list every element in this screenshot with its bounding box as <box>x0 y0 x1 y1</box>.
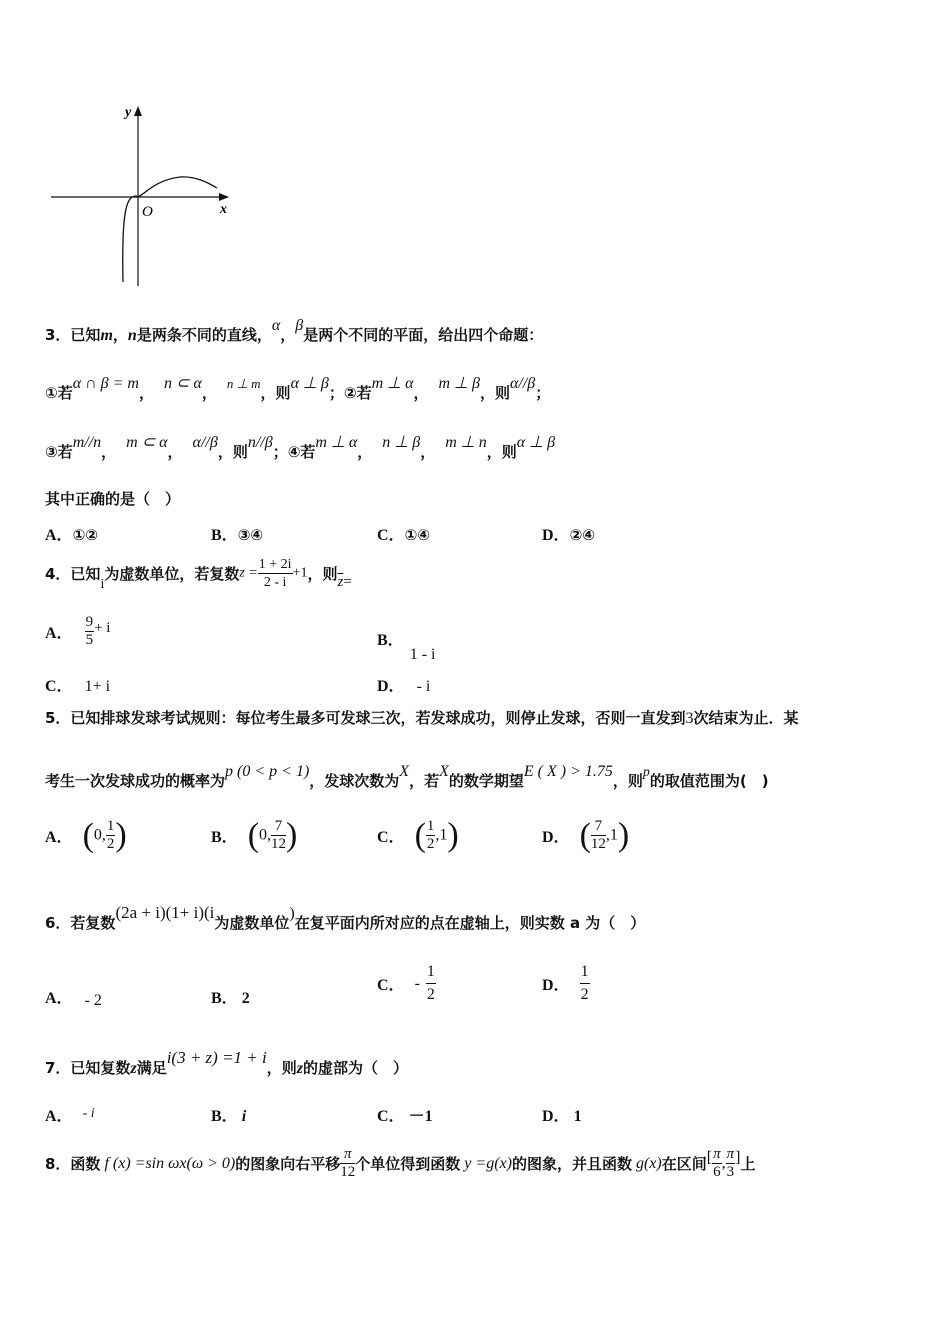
q7-option-c[interactable] <box>377 1103 433 1126</box>
denominator: 12 <box>590 836 606 852</box>
comma: ， <box>201 384 217 402</box>
prop2-prefix: ；②若 <box>328 384 372 402</box>
q6-expression: (2a + i)(1+ i)(i <box>115 903 215 922</box>
option-label: A． <box>45 527 73 544</box>
option-text: - 2 <box>84 992 102 1009</box>
q4-text: 为虚数单位，若复数 <box>104 565 240 583</box>
option-fraction <box>85 614 95 649</box>
var-alpha: α <box>271 317 281 334</box>
numerator: 1 <box>580 961 590 984</box>
var-p: p <box>642 765 650 780</box>
prop3-then: ，则 <box>217 443 248 461</box>
option-label: D． <box>542 977 570 994</box>
comma: ， <box>138 384 154 402</box>
option-text: ②④ <box>569 526 595 544</box>
q3-text-1: 是两条不同的直线， <box>136 326 272 344</box>
prop2-cond2: m ⊥ β <box>438 375 480 392</box>
option-label: A． <box>45 990 73 1007</box>
q5-text-1-end: 次结束为止．某 <box>693 709 799 727</box>
interval-right: ,1 <box>605 826 618 844</box>
q4-option-d[interactable] <box>377 673 430 696</box>
y-axis-arrow <box>134 106 142 116</box>
prop1-result: α ⊥ β <box>290 375 329 392</box>
q7-equation: i(3 + z) =1 + i <box>166 1048 267 1067</box>
option-text: －1 <box>408 1108 433 1125</box>
q6-option-c[interactable] <box>377 961 436 1006</box>
prop4-then: ，则 <box>486 443 517 461</box>
var-x: X <box>399 763 410 780</box>
q3-option-b[interactable] <box>211 522 263 545</box>
interval-left: 0, <box>259 826 272 844</box>
q7-text-mid: 满足 <box>136 1059 167 1077</box>
var-i: i <box>100 577 105 592</box>
q7-prefix: 7．已知复数 <box>45 1059 131 1077</box>
q8-prefix: 8．函数 <box>45 1155 101 1173</box>
option-text: ①④ <box>404 526 430 544</box>
right-paren: ) <box>115 816 127 854</box>
prop1-prefix: ①若 <box>45 384 73 402</box>
option-fraction <box>426 961 436 1006</box>
denominator: 2 <box>580 986 589 1003</box>
left-paren: ( <box>414 816 426 854</box>
var-n: n <box>127 327 137 344</box>
numerator: 7 <box>271 818 286 836</box>
option-label: B． <box>211 829 238 846</box>
comma: ， <box>413 384 429 402</box>
q5-text-2d: 的数学期望 <box>448 772 524 790</box>
q5-line-2 <box>45 763 769 791</box>
q8-text-end: 上 <box>740 1155 756 1173</box>
right-paren: ) <box>617 816 630 854</box>
q3-number: 3．已知 <box>45 326 101 344</box>
denominator: 12 <box>340 1164 356 1180</box>
prop2-cond1: m ⊥ α <box>371 375 414 392</box>
plus-one: +1 <box>292 565 308 581</box>
denominator: 3 <box>726 1164 735 1180</box>
q6-stem <box>45 903 646 933</box>
q6-option-a[interactable] <box>45 985 102 1010</box>
q4-option-a[interactable] <box>45 614 110 649</box>
prop1-cond3: n ⊥ m <box>226 376 261 391</box>
prop2-then: ，则 <box>479 384 510 402</box>
var-z: z <box>296 1060 304 1077</box>
q4-option-c[interactable] <box>45 673 110 696</box>
x-axis-label: x <box>220 202 227 217</box>
q8-function-g: y =g(x) <box>464 1154 512 1172</box>
q6-close-paren: ) <box>289 905 295 922</box>
prop4-result: α ⊥ β <box>516 434 556 451</box>
option-label: C． <box>377 527 405 544</box>
numerator: 1 <box>426 818 435 834</box>
equals-sign: = <box>343 574 352 590</box>
option-text: - i <box>416 678 431 695</box>
option-label: B． <box>211 1108 238 1125</box>
option-label: A． <box>45 625 73 642</box>
option-tail: + i <box>94 620 111 636</box>
option-fraction <box>591 818 606 853</box>
y-axis-label: y <box>125 105 132 120</box>
var-beta: β <box>295 317 304 334</box>
option-text: 2 <box>241 990 250 1007</box>
comma: ， <box>167 443 183 461</box>
q4-stem <box>45 556 352 593</box>
option-text: - i <box>82 1106 95 1121</box>
denominator: 12 <box>271 836 287 852</box>
prop4-cond2: n ⊥ β <box>382 434 421 451</box>
var-z: z <box>130 1060 137 1077</box>
prop1-cond1: α ∩ β = m <box>72 375 139 392</box>
right-bracket: ] <box>735 1149 741 1166</box>
q5-text-2c: ，若 <box>409 772 440 790</box>
option-label: B． <box>211 990 238 1007</box>
q4-then: ，则 <box>307 565 338 583</box>
option-text: i <box>241 1108 247 1125</box>
option-label: C． <box>45 678 73 695</box>
q3-propositions-1-2 <box>45 375 551 403</box>
option-label: C． <box>377 829 405 846</box>
q5-text-2b: ，发球次数为 <box>309 772 400 790</box>
numerator: 1 <box>426 961 436 984</box>
option-text: ③④ <box>237 526 264 544</box>
q4-prefix: 4．已知 <box>45 565 101 583</box>
origin-label: O <box>142 204 153 220</box>
q5-text-2e: ，则 <box>612 772 643 790</box>
numerator: 7 <box>591 818 606 836</box>
numerator: 9 <box>85 614 94 630</box>
option-label: C． <box>377 977 405 994</box>
semicolon: ； <box>535 384 551 402</box>
prop3-prefix: ③若 <box>45 443 73 461</box>
q6-text-mid: 为虚数单位 <box>214 914 290 932</box>
denominator: 2 <box>426 986 435 1003</box>
comma: ， <box>357 443 373 461</box>
left-bracket: [ <box>706 1149 713 1166</box>
prop4-prefix: ；④若 <box>272 443 316 461</box>
prop3-cond2: m ⊂ α <box>126 434 168 451</box>
denominator: 5 <box>85 632 94 648</box>
option-fraction <box>106 818 116 853</box>
x-axis-arrow <box>219 193 229 201</box>
q4-option-b[interactable] <box>377 627 435 664</box>
option-label: A． <box>45 829 73 846</box>
prop3-cond3: α//β <box>192 434 218 451</box>
q6-prefix: 6．若复数 <box>45 914 116 932</box>
interval-left: 0, <box>93 826 106 844</box>
prop2-result: α//β <box>509 375 536 392</box>
q6-option-d[interactable] <box>542 961 590 1006</box>
option-label: D． <box>377 678 405 695</box>
prop3-cond1: m//n <box>72 434 102 451</box>
q5-text-2a: 考生一次发球成功的概率为 <box>45 772 226 790</box>
var-m: m <box>100 327 113 344</box>
option-text: 1 - i <box>409 646 436 663</box>
z-conjugate: $\overline{z}$ <box>337 574 344 590</box>
q8-stem <box>45 1146 755 1181</box>
q4-fraction <box>258 556 293 591</box>
q5-line-1 <box>45 707 798 728</box>
q7-then: ，则 <box>266 1059 297 1077</box>
option-text: ①② <box>72 526 98 544</box>
q7-option-d[interactable] <box>542 1103 582 1126</box>
q3-text-2: 是两个不同的平面，给出四个命题： <box>303 326 544 344</box>
z-equals: z = <box>239 565 258 581</box>
prop1-cond2: n ⊂ α <box>164 375 202 392</box>
option-label: B． <box>377 632 404 649</box>
q5-option-c[interactable] <box>377 818 459 853</box>
option-label: D． <box>542 527 570 544</box>
interval-right: ,1 <box>435 826 448 844</box>
numerator: π <box>340 1146 355 1164</box>
comma: ， <box>101 443 117 461</box>
numerator: 1 + 2i <box>258 557 292 572</box>
q8-shift-fraction <box>340 1146 355 1181</box>
comma: ， <box>420 443 436 461</box>
interval-start-fraction <box>712 1146 722 1181</box>
option-label: D． <box>542 829 570 846</box>
q3-stem <box>45 317 544 345</box>
q8-function-g-ref: g(x) <box>635 1154 662 1172</box>
q7-text-post: 的虚部为（ ） <box>303 1059 409 1077</box>
minus-sign: - <box>414 974 420 992</box>
q3-propositions-3-4 <box>45 434 556 462</box>
p-range: p (0 < p < 1) <box>225 763 310 780</box>
denominator: 2 - i <box>263 575 287 590</box>
left-paren: ( <box>247 816 260 854</box>
q3-option-d[interactable] <box>542 522 595 545</box>
denominator: 2 <box>426 836 435 852</box>
q8-text-2: 个单位得到函数 <box>355 1155 461 1173</box>
interval-end-fraction <box>726 1146 736 1181</box>
q7-stem <box>45 1048 409 1078</box>
left-paren: ( <box>579 816 591 854</box>
prop3-result: n//β <box>247 434 273 451</box>
function-curve <box>123 177 217 282</box>
comma: , <box>721 1154 726 1172</box>
right-paren: ) <box>447 816 459 854</box>
q5-option-a[interactable] <box>45 818 127 853</box>
numerator: π <box>726 1146 735 1162</box>
q3-ask: 其中正确的是（ ） <box>45 490 181 508</box>
right-paren: ) <box>286 816 298 854</box>
q5-text-2f: 的取值范围为( ) <box>649 772 769 790</box>
option-fraction <box>271 818 286 853</box>
prop4-cond1: m ⊥ α <box>315 434 358 451</box>
option-fraction <box>426 818 436 853</box>
option-fraction <box>580 961 590 1006</box>
prop1-then: ，则 <box>260 384 291 402</box>
q5-text-1: 5．已知排球发球考试规则：每位考生最多可发球三次，若发球成功，则停止发球，否则一直发到 <box>45 709 686 727</box>
numerator: π <box>713 1146 721 1162</box>
option-text: 1+ i <box>84 678 111 695</box>
denominator: 6 <box>713 1164 721 1180</box>
q6-option-b[interactable] <box>211 985 250 1008</box>
q5-option-d[interactable] <box>542 818 629 853</box>
q8-text-4: 在区间 <box>661 1155 707 1173</box>
q6-text-post: 在复平面内所对应的点在虚轴上，则实数 a 为（ ） <box>294 914 646 932</box>
q7-option-b[interactable] <box>211 1103 246 1126</box>
q8-text-1: 的图象向右平移 <box>235 1155 341 1173</box>
comma: ， <box>112 326 128 344</box>
prop4-cond3: m ⊥ n <box>445 434 487 451</box>
option-label: A． <box>45 1108 73 1125</box>
q3-option-a[interactable] <box>45 522 98 545</box>
q8-text-3: 的图象，并且函数 <box>511 1155 632 1173</box>
var-x: X <box>439 763 449 780</box>
q8-function-f: f (x) =sin ωx(ω > 0) <box>104 1154 236 1172</box>
numerator: 1 <box>106 818 115 834</box>
q3-option-c[interactable] <box>377 522 430 545</box>
expectation-expr: E ( X ) > 1.75 <box>523 763 613 780</box>
q5-option-b[interactable] <box>211 818 297 853</box>
option-label: B． <box>211 527 238 544</box>
option-label: C． <box>377 1108 405 1125</box>
function-graph-figure <box>45 100 245 290</box>
number-three: 3 <box>685 710 694 727</box>
left-paren: ( <box>82 816 94 854</box>
option-text: 1 <box>573 1108 582 1125</box>
option-label: D． <box>542 1108 570 1125</box>
denominator: 2 <box>106 836 115 852</box>
comma: ， <box>280 326 296 344</box>
q7-option-a[interactable] <box>45 1103 95 1126</box>
